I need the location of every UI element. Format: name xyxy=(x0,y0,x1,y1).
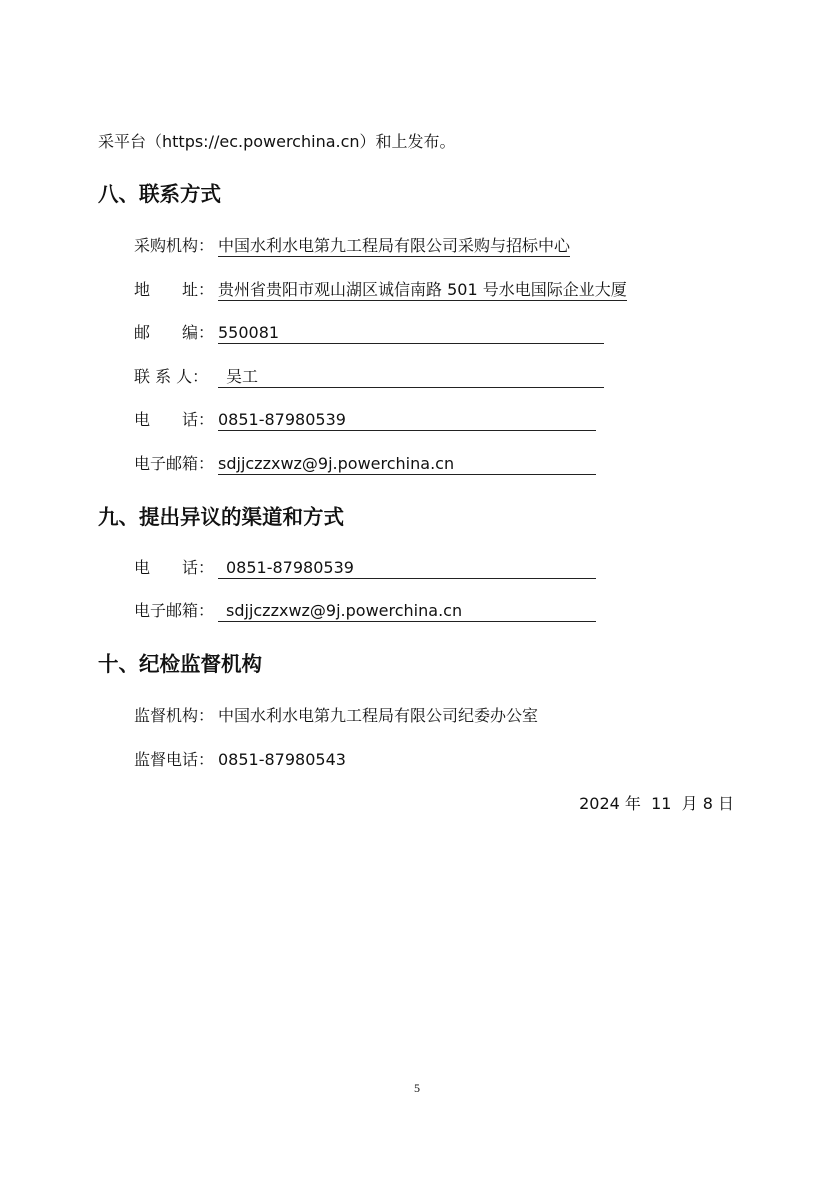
contact-value: 吴工 xyxy=(218,366,604,388)
phone-value: 0851-87980539 xyxy=(218,409,596,431)
phone-label: 电 话： xyxy=(134,410,215,429)
purchaser-label: 采购机构： xyxy=(134,236,215,255)
section-8-heading: 八、联系方式 xyxy=(98,182,221,206)
objection-email-label: 电子邮箱： xyxy=(134,601,215,620)
postcode-value: 550081 xyxy=(218,322,604,344)
page-number: 5 xyxy=(414,1081,420,1095)
document-date: 2024 年 11 月 8 日 xyxy=(579,794,734,813)
section-9-heading: 九、提出异议的渠道和方式 xyxy=(98,505,344,529)
email-value: sdjjczzxwz@9j.powerchina.cn xyxy=(218,453,596,475)
email-label: 电子邮箱： xyxy=(134,454,215,473)
supervision-org-value: 中国水利水电第九工程局有限公司纪委办公室 xyxy=(218,706,539,725)
purchaser-value: 中国水利水电第九工程局有限公司采购与招标中心 xyxy=(218,236,571,255)
objection-email-value: sdjjczzxwz@9j.powerchina.cn xyxy=(218,600,596,622)
objection-phone-value: 0851-87980539 xyxy=(218,557,596,579)
contact-label: 联 系 人： xyxy=(134,367,209,386)
address-label: 地 址： xyxy=(134,280,215,299)
section-10-heading: 十、纪检监督机构 xyxy=(98,652,262,676)
postcode-label: 邮 编： xyxy=(134,323,215,342)
address-value: 贵州省贵阳市观山湖区诚信南路 501 号水电国际企业大厦 xyxy=(218,280,627,299)
intro-line: 采平台（https://ec.powerchina.cn）和上发布。 xyxy=(98,132,456,151)
objection-phone-label: 电 话： xyxy=(134,558,215,577)
supervision-phone-value: 0851-87980543 xyxy=(218,750,346,769)
supervision-phone-label: 监督电话： xyxy=(134,750,215,769)
supervision-org-label: 监督机构： xyxy=(134,706,215,725)
